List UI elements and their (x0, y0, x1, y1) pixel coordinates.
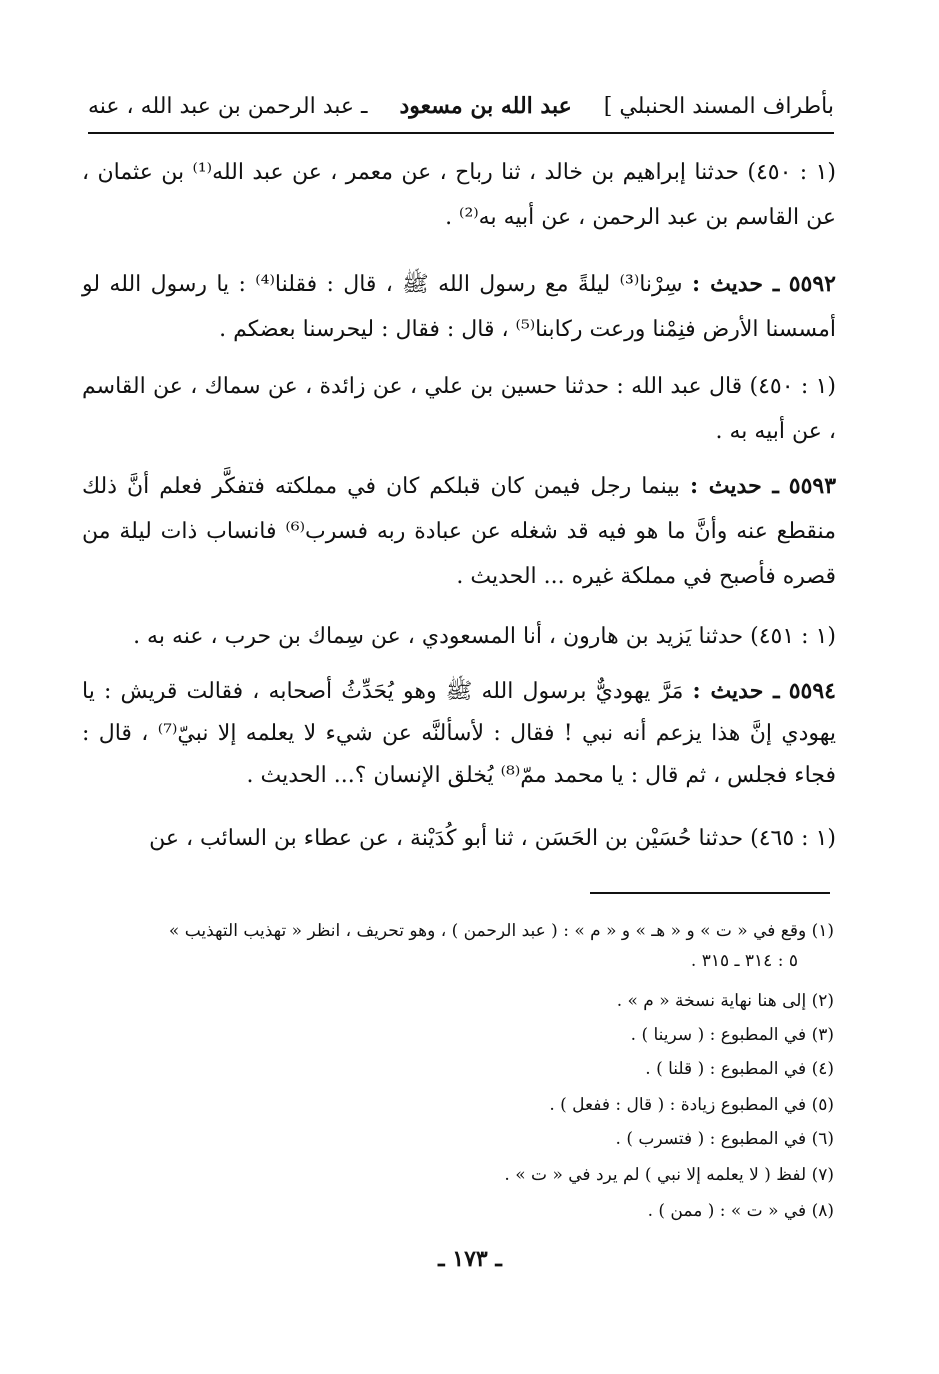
header-rule (88, 132, 834, 134)
footnote-separator (590, 892, 830, 894)
footnote-text: (٣) في المطبوع : ( سرينا ) . (630, 1025, 834, 1045)
header-book-title: بأطراف المسند الحنبلي ] (603, 93, 834, 119)
hadith-entry (82, 262, 836, 352)
footnote (84, 1124, 834, 1154)
hadith-text: بينما رجل فيمن كان قبلكم كان في مملكته فتفكَّر فعلم أنَّ ذلك منقطع عنه وأنَّ ما هو فيه قد شغله عن عبادة ربه فسرب⁽⁶⁾ فانساب ذات ليلة من قصره فأصبح في مملكة غيره ... الحديث . (82, 474, 836, 589)
footnote (84, 1196, 834, 1226)
footnote-continuation: ٥ : ٣١٤ ـ ٣١٥ . (690, 951, 798, 971)
running-header (88, 86, 834, 126)
hadith-label: ـ حديث : (690, 473, 779, 499)
footnote-text: (٥) في المطبوع زيادة : ( قال : ففعل ) . (549, 1095, 834, 1115)
footnote (84, 1020, 834, 1050)
footnote-text: (٧) لفظ ( لا يعلمه إلا نبي ) لم يرد في « ت » . (504, 1165, 834, 1185)
paragraph-text: (١ : ٤٥٠) قال عبد الله : حدثنا حسين بن علي ، عن زائدة ، عن سماك ، عن القاسم ، عن أبيه به . (82, 374, 837, 444)
footnote-text: (١) وقع في « ت » و « هـ » و « م » : ( عبد الرحمن ) ، وهو تحريف ، انظر « تهذيب التهذيب » (168, 921, 834, 941)
page-number: ـ ١٧٣ ـ (438, 1246, 502, 1272)
footnote (84, 916, 834, 976)
hadith-text: مَرَّ يهوديٌّ برسول الله ﷺ وهو يُحَدِّثُ أصحابه ، فقالت قريش : يا يهودي إنَّ هذا يزعم أنه نبي ! فقال : لأسألنَّه عن شيء لا يعلمه إلا نبيّ⁽⁷⁾ ، قال : فجاء فجلس ، ثم قال : يا محمد ممّ⁽⁸⁾ يُخلق الإنسان ؟... الحديث . (82, 679, 836, 788)
footnote-text: (٨) في « ت » : ( ممن ) . (647, 1201, 834, 1221)
paragraph-text: (١ : ٤٥٠) حدثنا إبراهيم بن خالد ، ثنا رباح ، عن معمر ، عن عبد الله⁽¹⁾ بن عثمان ، عن القاسم بن عبد الرحمن ، عن أبيه به⁽²⁾ . (82, 160, 836, 230)
paragraph-text: (١ : ٤٥١) حدثنا يَزيد بن هارون ، أنا المسعودي ، عن سِماك بن حرب ، عنه به . (133, 624, 836, 649)
hadith-number: ٥٥٩٤ (788, 678, 836, 704)
hadith-label: ـ حديث : (691, 271, 780, 297)
header-companion-name: عبد الله بن مسعود (399, 93, 572, 119)
hadith-text: سِرْنا⁽³⁾ ليلةً مع رسول الله ﷺ ، قال : فقلنا⁽⁴⁾ : يا رسول الله لو أمسسنا الأرض فنِمْنا ورعت ركابنا⁽⁵⁾ ، قال : فقال : ليحرسنا بعضكم . (82, 272, 836, 342)
footnote-text: (٢) إلى هنا نهاية نسخة « م » . (616, 991, 834, 1011)
header-chain: ـ عبد الرحمن بن عبد الله ، عنه (88, 93, 368, 119)
paragraph-text: (١ : ٤٦٥) حدثنا حُسَيْن بن الحَسَن ، ثنا أبو كُدَيْنة ، عن عطاء بن السائب ، عن (149, 826, 836, 851)
footnote (84, 1090, 834, 1120)
footnote-text: (٦) في المطبوع : ( فتسرب ) . (615, 1129, 834, 1149)
isnad-paragraph (82, 614, 836, 659)
hadith-number: ٥٥٩٣ (788, 473, 837, 499)
footnote (84, 1160, 834, 1190)
hadith-entry (82, 670, 836, 797)
hadith-entry (82, 464, 836, 599)
hadith-number: ٥٥٩٢ (788, 271, 836, 297)
footnote (84, 986, 834, 1016)
footnote-text: (٤) في المطبوع : ( قلنا ) . (645, 1059, 834, 1079)
isnad-paragraph (82, 364, 836, 454)
footnote (84, 1054, 834, 1084)
isnad-paragraph (82, 150, 836, 240)
isnad-paragraph (82, 816, 836, 861)
hadith-label: ـ حديث : (692, 678, 780, 704)
